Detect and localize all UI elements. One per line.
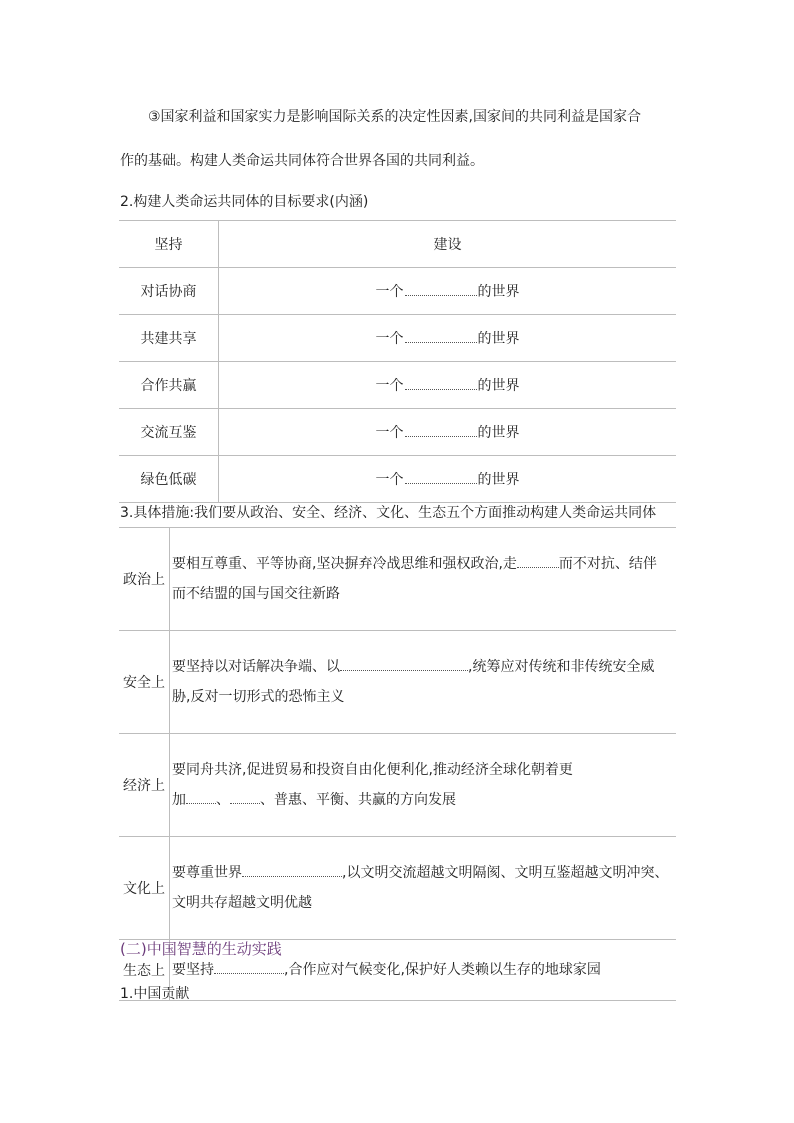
row-left: 对话协商 bbox=[119, 268, 219, 315]
fill-blank[interactable] bbox=[340, 656, 468, 671]
measures-table bbox=[119, 527, 676, 1001]
table-row bbox=[119, 409, 676, 456]
table-row-culture bbox=[119, 837, 676, 940]
text-culture: 要尊重世界 ,以文明交流超越文明隔阂、文明互鉴超越文明冲突、 文明共存超越文明优越 bbox=[170, 837, 677, 940]
text-economy: 要同舟共济,促进贸易和投资自由化便利化,推动经济全球化朝着更 加 、 、普惠、平衡、共赢的方向发展 bbox=[170, 734, 677, 837]
section-2-heading: 2.构建人类命运共同体的目标要求(内涵) bbox=[120, 194, 369, 210]
intro-line-2: 作的基础。构建人类命运共同体符合世界各国的共同利益。 bbox=[120, 153, 484, 169]
text-politics: 要相互尊重、平等协商,坚决摒弃冷战思维和强权政治,走 而不对抗、结伴 而不结盟的国与国交往新路 bbox=[170, 528, 677, 631]
table-row-economy bbox=[119, 734, 676, 837]
table-row bbox=[119, 456, 676, 503]
fill-blank[interactable] bbox=[230, 789, 260, 804]
header-build: 建设 bbox=[219, 221, 677, 268]
row-left: 合作共赢 bbox=[119, 362, 219, 409]
table-header-row bbox=[119, 221, 676, 268]
label-politics: 政治上 bbox=[119, 528, 170, 631]
row-right: 一个 的世界 bbox=[219, 268, 677, 315]
goals-table bbox=[119, 220, 676, 503]
label-ecology: 生态上 bbox=[119, 940, 170, 1001]
table-row bbox=[119, 268, 676, 315]
row-left: 交流互鉴 bbox=[119, 409, 219, 456]
label-culture: 文化上 bbox=[119, 837, 170, 940]
label-security: 安全上 bbox=[119, 631, 170, 734]
row-right: 一个 的世界 bbox=[219, 315, 677, 362]
row-right: 一个 的世界 bbox=[219, 456, 677, 503]
fill-blank[interactable] bbox=[405, 281, 477, 296]
table-row bbox=[119, 362, 676, 409]
text-security: 要坚持以对话解决争端、以 ,统筹应对传统和非传统安全威 胁,反对一切形式的恐怖主义 bbox=[170, 631, 677, 734]
row-right: 一个 的世界 bbox=[219, 362, 677, 409]
section-3-heading: 3.具体措施:我们要从政治、安全、经济、文化、生态五个方面推动构建人类命运共同体 bbox=[120, 505, 657, 521]
fill-blank[interactable] bbox=[405, 422, 477, 437]
fill-blank[interactable] bbox=[242, 862, 342, 877]
fill-blank[interactable] bbox=[186, 789, 216, 804]
section-b-sub: 1.中国贡献 bbox=[120, 986, 190, 1002]
table-row bbox=[119, 315, 676, 362]
label-economy: 经济上 bbox=[119, 734, 170, 837]
text-ecology: 要坚持 ,合作应对气候变化,保护好人类赖以生存的地球家园 bbox=[170, 940, 677, 1001]
fill-blank[interactable] bbox=[517, 553, 559, 568]
fill-blank[interactable] bbox=[405, 328, 477, 343]
section-b-heading: (二)中国智慧的生动实践 bbox=[120, 940, 282, 958]
fill-blank[interactable] bbox=[214, 959, 284, 974]
table-row-security bbox=[119, 631, 676, 734]
table-row-politics bbox=[119, 528, 676, 631]
row-left: 共建共享 bbox=[119, 315, 219, 362]
row-right: 一个 的世界 bbox=[219, 409, 677, 456]
header-persist: 坚持 bbox=[119, 221, 219, 268]
fill-blank[interactable] bbox=[405, 375, 477, 390]
intro-line-1: ③国家利益和国家实力是影响国际关系的决定性因素,国家间的共同利益是国家合 bbox=[148, 109, 641, 125]
row-left: 绿色低碳 bbox=[119, 456, 219, 503]
fill-blank[interactable] bbox=[405, 469, 477, 484]
